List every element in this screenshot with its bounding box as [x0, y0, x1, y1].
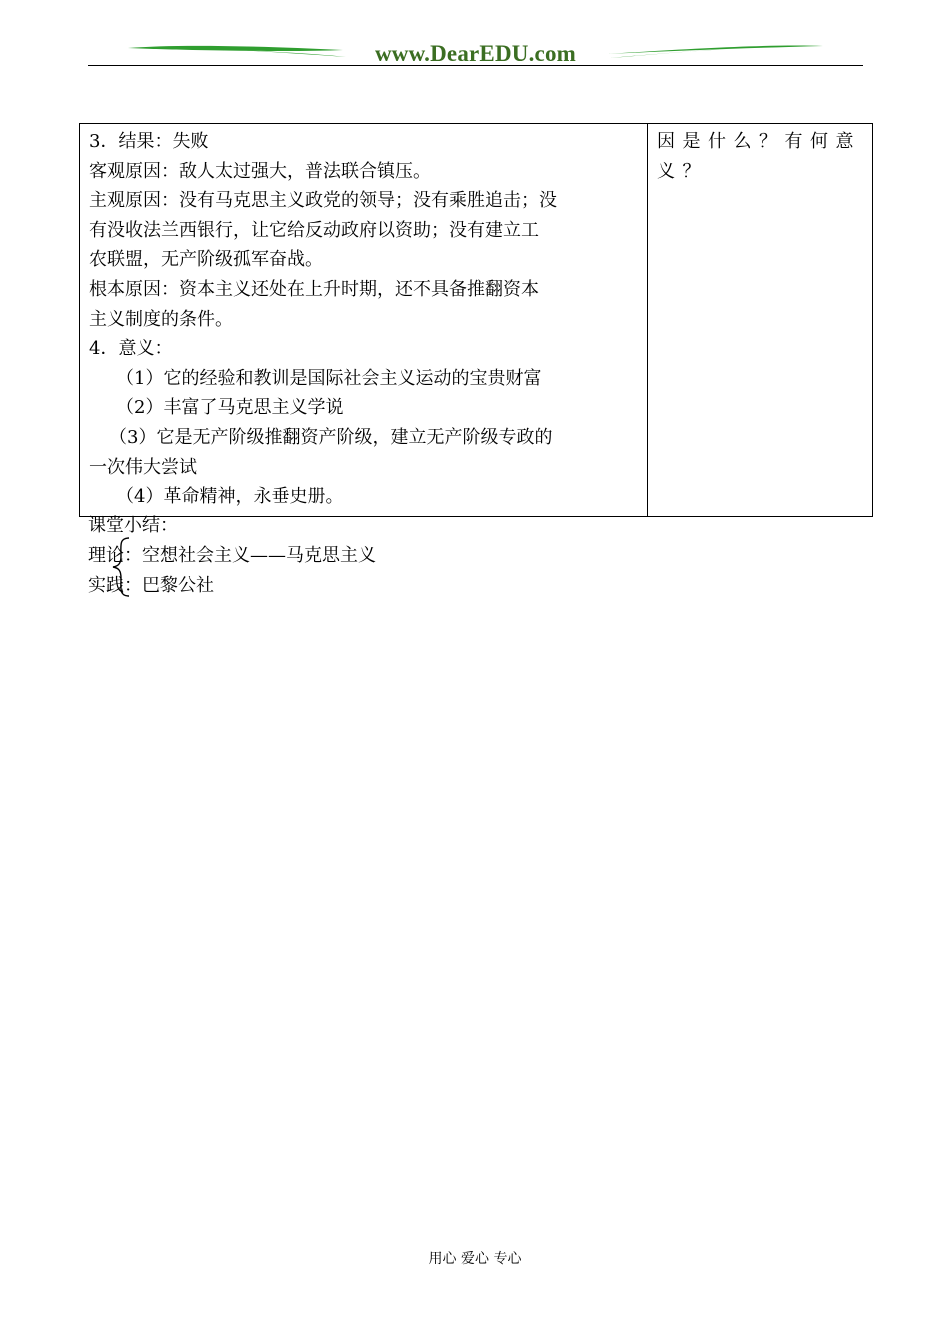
theory-label: 理论: [88, 545, 124, 566]
text-line: 4．意义：: [89, 338, 173, 360]
header-rule: [88, 65, 863, 66]
text-line: 一次伟大尝试: [89, 456, 197, 478]
text-line: （4）革命精神，永垂史册。: [116, 486, 344, 508]
text-line: 根本原因：资本主义还处在上升时期，还不具备推翻资本: [89, 278, 539, 300]
table-row: [80, 124, 873, 517]
theory-text: ：空想社会主义——马克思主义: [124, 545, 376, 566]
text-line: 主义制度的条件。: [89, 308, 233, 330]
page-header: [88, 38, 863, 70]
text-line: （2）丰富了马克思主义学说: [116, 397, 344, 419]
text-line: 客观原因：敌人太过强大，普法联合镇压。: [89, 160, 431, 182]
question-cell: [648, 124, 873, 517]
practice-text: ：巴黎公社: [124, 575, 214, 596]
text-line: 主观原因：没有马克思主义政党的领导；没有乘胜追击；没: [89, 190, 557, 212]
text-line: （3）它是无产阶级推翻资产阶级，建立无产阶级专政的: [109, 426, 553, 448]
text-line: 义？: [657, 160, 708, 182]
text-line: 有没收法兰西银行，让它给反动政府以资助；没有建立工: [89, 219, 539, 241]
practice-label: 实践: [88, 575, 124, 596]
text-line: 因是什么？有何意: [657, 131, 861, 152]
curly-brace-icon: [107, 536, 137, 598]
text-line: （1）它的经验和教训是国际社会主义运动的宝贵财富: [116, 367, 542, 389]
summary-title: 课堂小结：: [88, 515, 178, 536]
site-logo-text: www.DearEDU.com: [374, 41, 576, 66]
content-cell: [80, 124, 648, 517]
text-line: 3．结果：失败: [89, 131, 209, 152]
page-footer: 用心 爱心 专心: [428, 1251, 522, 1267]
lesson-table: [79, 123, 873, 517]
text-line: 农联盟，无产阶级孤军奋战。: [89, 249, 323, 271]
